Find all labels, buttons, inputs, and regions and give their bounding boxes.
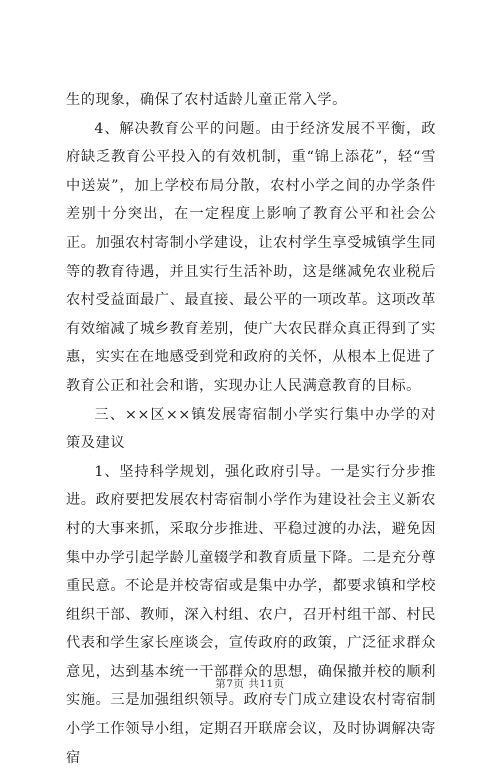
paragraph-continued: 生的现象，确保了农村适龄儿童正常入学。 (66, 92, 347, 108)
section-heading-countermeasures: 三、××区××镇发展寄宿制小学实行集中办学的对策及建议 (66, 406, 436, 452)
page-footer: 第7页 共11页 (215, 678, 285, 690)
document-body (66, 86, 436, 772)
paragraph-education-equity: 4、解决教育公平的问题。由于经济发展不平衡，政府缺乏教育公平投入的有效机制，重“锦上添花”，轻“雪中送炭”，加上学校布局分散，农村小学之间的办学条件差别十分突出，在一定程度上影响了教育公平和社会公正。加强农村寄制小学建设，让农村学生享受城镇学生同等的教育待遇，并且实行生活补助，这是继减免农业税后农村受益面最广、最直接、最公平的一项改革。这项改革有效缩减了城乡教育差别，使广大农民群众真正得到了实惠，实实在在地感受到党和政府的关怀，从根本上促进了教育公正和社会和谐，实现办让人民满意教育的目标。 (66, 120, 436, 394)
paragraph-scientific-planning: 1、坚持科学规划，强化政府引导。一是实行分步推进。政府要把发展农村寄宿制小学作为建设社会主义新农村的大事来抓，采取分步推进、平稳过渡的办法，避免因集中办学引起学龄儿童辍学和教育质量下降。二是充分尊重民意。不论是并校寄宿或是集中办学，都要求镇和学校组织干部、教师，深入村组、农户，召开村组干部、村民代表和学生家长座谈会，宣传政府的政策，广泛征求群众意见，达到基本统一干部群众的思想，确保撤并校的顺利实施。三是加强组织领导。政府专门成立建设农村寄宿制小学工作领导小组，定期召开联席会议，及时协调解决寄宿 (66, 463, 436, 766)
